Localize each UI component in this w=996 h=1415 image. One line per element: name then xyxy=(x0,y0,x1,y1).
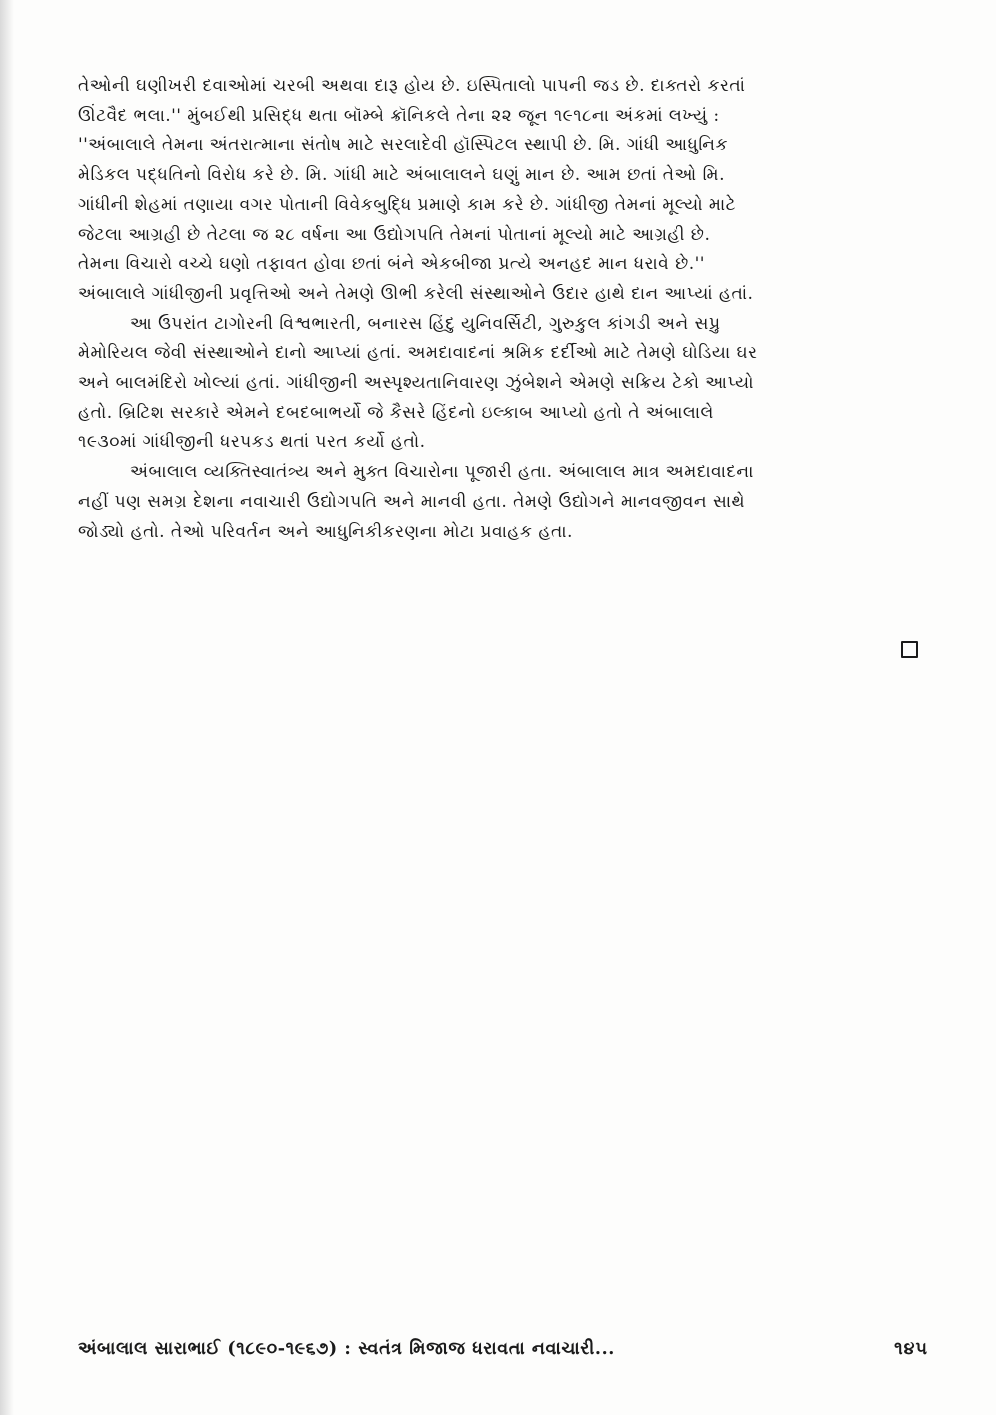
text-line: આ ઉપરાંત ટાગોરની વિશ્વભારતી, બનારસ હિંદુ યુનિવર્સિટી, ગુરુકુલ કાંગડી અને સપ્રુ xyxy=(130,313,721,334)
text-line: જોડ્યો હતો. તેઓ પરિવર્તન અને આધુનિકીકરણના મોટા પ્રવાહક હતા. xyxy=(78,521,573,542)
square-outline-icon xyxy=(901,641,918,658)
text-line: ઊંટવૈદ ભલા.'' મુંબઈથી પ્રસિદ્ધ થતા બૉમ્બે ક્રૉનિકલે તેના ૨૨ જૂન ૧૯૧૮ના અંકમાં લખ્યું : xyxy=(78,105,720,126)
text-line: ગાંધીની શેહમાં તણાયા વગર પોતાની વિવેકબુદ્ધિ પ્રમાણે કામ કરે છે. ગાંધીજી તેમનાં મૂલ્યો માટે xyxy=(78,194,737,215)
text-line: તેઓની ઘણીખરી દવાઓમાં ચરબી અથવા દારૂ હોય છે. ઇસ્પિતાલો પાપની જડ છે. દાક્તરો કરતાં xyxy=(78,76,746,96)
paragraph-3 xyxy=(78,458,928,547)
text-line: હતો. બ્રિટિશ સરકારે એમને દબદબાભર્યો જે કૈસરે હિંદનો ઇલ્કાબ આપ્યો હતો તે અંબાલાલે xyxy=(78,402,714,423)
running-footer-title: અંબાલાલ સારાભાઈ (૧૮૯૦-૧૯૬૭) : સ્વતંત્ર મિજાજ ધરાવતા નવાચારી... xyxy=(78,1339,615,1359)
page-footer xyxy=(78,1334,928,1364)
text-line: અને બાલમંદિરો ખોલ્યાં હતાં. ગાંધીજીની અસ્પૃશ્યતાનિવારણ ઝુંબેશને એમણે સક્રિય ટેકો આપ્યો xyxy=(78,373,754,394)
paragraph-2 xyxy=(78,310,928,459)
paragraph-1 xyxy=(78,72,928,310)
page-number: ૧૪૫ xyxy=(894,1339,928,1359)
text-line: ૧૯૩૦માં ગાંધીજીની ધરપકડ થતાં પરત કર્યો હતો. xyxy=(78,432,426,453)
body-text xyxy=(78,72,928,547)
text-line: મેમોરિયલ જેવી સંસ્થાઓને દાનો આપ્યાં હતાં. અમદાવાદનાં શ્રમિક દર્દીઓ માટે તેમણે ઘોડિયા ઘર xyxy=(78,343,758,364)
text-line: ''અંબાલાલે તેમના અંતરાત્માના સંતોષ માટે સરલાદેવી હૉસ્પિટલ સ્થાપી છે. મિ. ગાંધી આધુનિક xyxy=(78,135,729,156)
text-line: જેટલા આગ્રહી છે તેટલા જ ૨૮ વર્ષના આ ઉદ્યોગપતિ તેમનાં પોતાનાં મૂલ્યો માટે આગ્રહી છે. xyxy=(78,224,711,245)
text-line: મેડિકલ પદ્ધતિનો વિરોધ કરે છે. મિ. ગાંધી માટે અંબાલાલને ઘણું માન છે. આમ છતાં તેઓ મિ. xyxy=(78,165,725,186)
text-line: નહીં પણ સમગ્ર દેશના નવાચારી ઉદ્યોગપતિ અને માનવી હતા. તેમણે ઉદ્યોગને માનવજીવન સાથે xyxy=(78,491,746,512)
page-edge-shadow xyxy=(0,0,14,1415)
text-line: તેમના વિચારો વચ્ચે ઘણો તફાવત હોવા છતાં બંને એકબીજા પ્રત્યે અનહદ માન ધરાવે છે.'' xyxy=(78,254,705,275)
text-line: અંબાલાલ વ્યક્તિસ્વાતંત્ર્ય અને મુક્ત વિચારોના પૂજારી હતા. અંબાલાલ માત્ર અમદાવાદના xyxy=(130,462,754,483)
text-line: અંબાલાલે ગાંધીજીની પ્રવૃત્તિઓ અને તેમણે ઊભી કરેલી સંસ્થાઓને ઉદાર હાથે દાન આપ્યાં હતાં. xyxy=(78,283,754,304)
